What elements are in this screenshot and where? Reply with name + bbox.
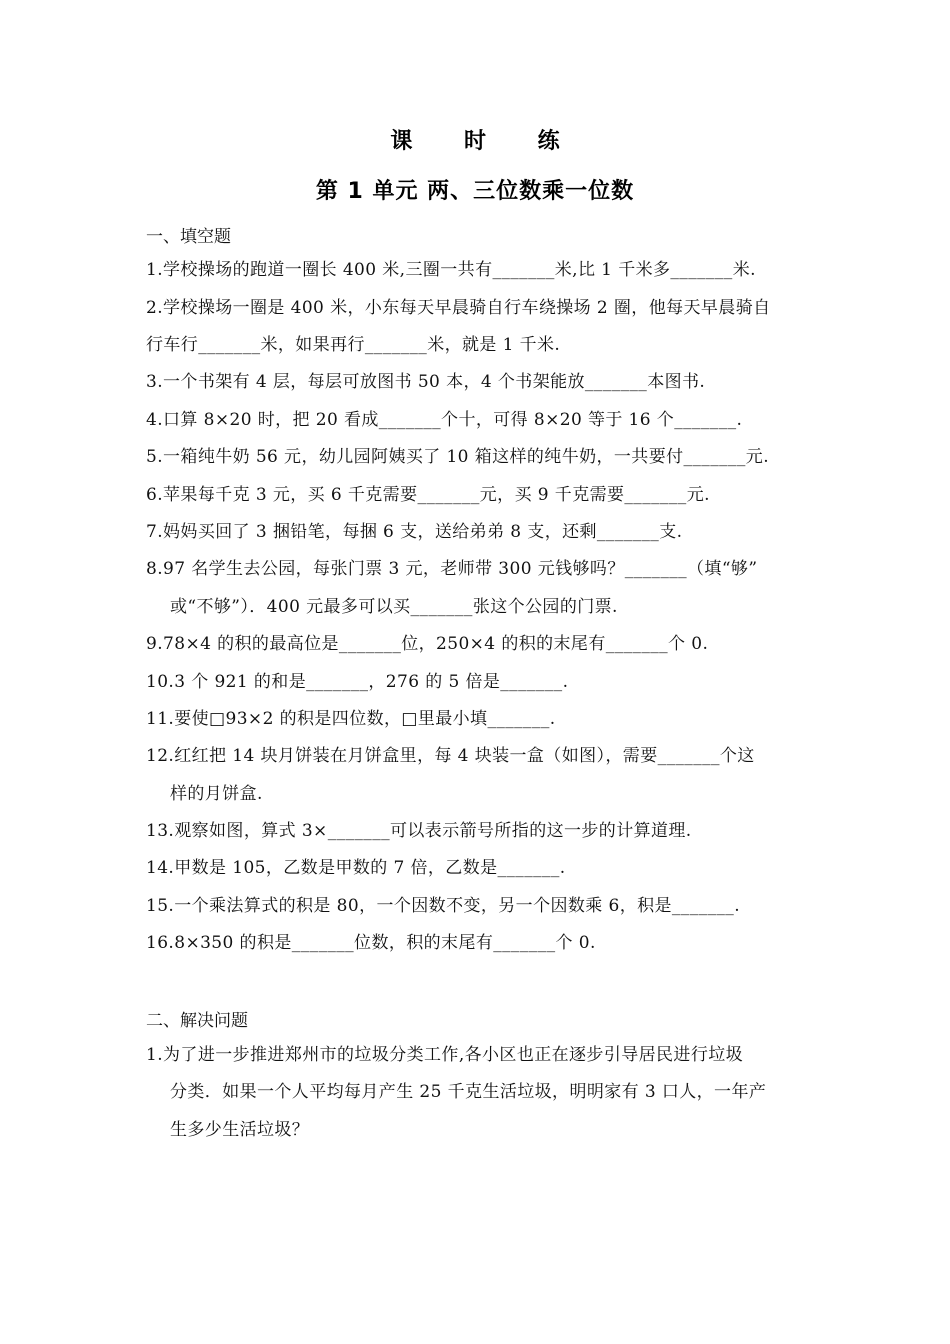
question-4: 4.口算 8×20 时，把 20 看成_______个十，可得 8×20 等于 16 个_______. xyxy=(146,410,743,430)
question-10: 10.3 个 921 的和是_______，276 的 5 倍是_______. xyxy=(146,672,569,692)
section-heading-fill-blanks: 一、填空题 xyxy=(146,227,231,247)
question-7: 7.妈妈买回了 3 捆铅笔，每捆 6 支，送给弟弟 8 支，还剩_______支. xyxy=(146,522,683,542)
question-9: 9.78×4 的积的最高位是_______位，250×4 的积的末尾有_______个 0. xyxy=(146,634,709,654)
question-15: 15.一个乘法算式的积是 80，一个因数不变，另一个因数乘 6，积是_______. xyxy=(146,896,740,916)
problem-1-line-3: 生多少生活垃圾？ xyxy=(170,1120,310,1140)
question-8-line-1: 8.97 名学生去公园，每张门票 3 元，老师带 300 元钱够吗？_______（填“够” xyxy=(146,559,758,579)
question-11: 11.要使□93×2 的积是四位数，□里最小填_______. xyxy=(146,709,556,729)
question-3: 3.一个书架有 4 层，每层可放图书 50 本，4 个书架能放_______本图书. xyxy=(146,372,706,392)
problem-1-line-1: 1.为了进一步推进郑州市的垃圾分类工作,各小区也正在逐步引导居民进行垃圾 xyxy=(146,1045,744,1065)
question-8-line-2: 或“不够”）．400 元最多可以买_______张这个公园的门票. xyxy=(170,597,618,617)
question-5: 5.一箱纯牛奶 56 元，幼儿园阿姨买了 10 箱这样的纯牛奶，一共要付_______元. xyxy=(146,447,770,467)
question-12-line-1: 12.红红把 14 块月饼装在月饼盒里，每 4 块装一盒（如图），需要_______个这 xyxy=(146,746,755,766)
page-title: 课 时 练 xyxy=(390,129,582,154)
problem-1-line-2: 分类．如果一个人平均每月产生 25 千克生活垃圾，明明家有 3 口人，一年产 xyxy=(170,1082,767,1102)
question-6: 6.苹果每千克 3 元，买 6 千克需要_______元，买 9 千克需要_______元. xyxy=(146,485,710,505)
question-14: 14.甲数是 105，乙数是甲数的 7 倍，乙数是_______. xyxy=(146,858,566,878)
unit-title: 第 1 单元 两、三位数乘一位数 xyxy=(315,179,635,204)
question-13: 13.观察如图，算式 3×_______可以表示箭号所指的这一步的计算道理. xyxy=(146,821,692,841)
section-heading-problems: 二、解决问题 xyxy=(146,1011,248,1031)
question-12-line-2: 样的月饼盒. xyxy=(170,784,263,804)
question-16: 16.8×350 的积是_______位数，积的末尾有_______个 0. xyxy=(146,933,596,953)
question-1: 1.学校操场的跑道一圈长 400 米,三圈一共有_______米,比 1 千米多_______米. xyxy=(146,260,756,280)
question-2-line-1: 2.学校操场一圈是 400 米，小东每天早晨骑自行车绕操场 2 圈，他每天早晨骑自 xyxy=(146,298,771,318)
question-2-line-2: 行车行_______米，如果再行_______米，就是 1 千米. xyxy=(146,335,561,355)
